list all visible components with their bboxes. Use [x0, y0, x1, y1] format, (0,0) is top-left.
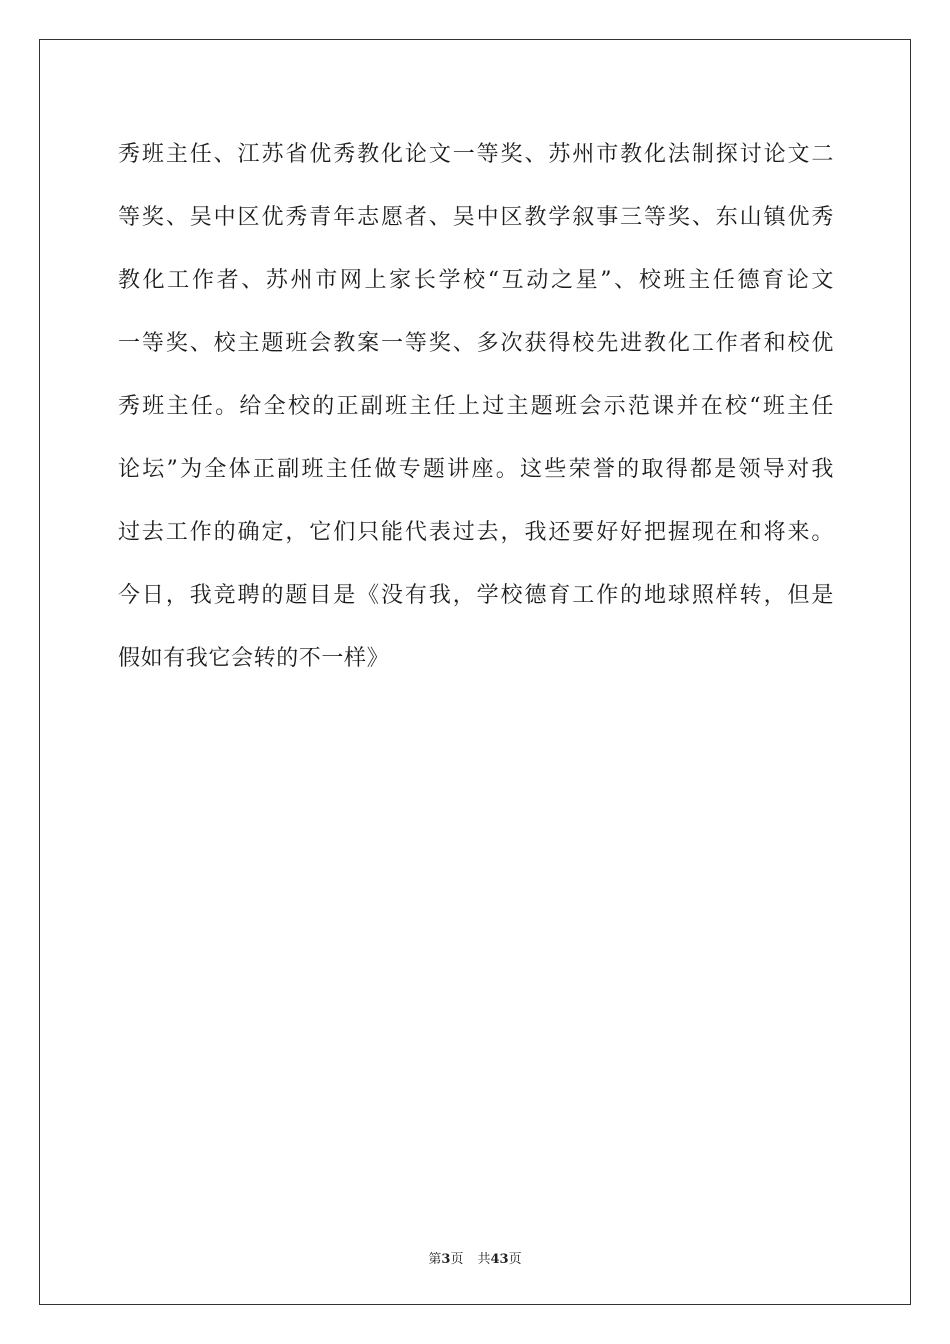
text-line-8: 今日，我竞聘的题目是《没有我，学校德育工作的地球照样转，但是	[118, 583, 834, 608]
page-footer	[0, 1248, 950, 1267]
text-line-6: 论坛”为全体正副班主任做专题讲座。这些荣誉的取得都是领导对我	[118, 457, 834, 482]
page-prefix: 第	[428, 1252, 442, 1267]
total-pages: 43	[490, 1252, 509, 1267]
text-line-3: 教化工作者、苏州市网上家长学校“互动之星”、校班主任德育论文	[118, 268, 834, 293]
text-line-9: 假如有我它会转的不一样》	[118, 646, 390, 671]
text-line-1: 秀班主任、江苏省优秀教化论文一等奖、苏州市教化法制探讨论文二	[118, 142, 834, 167]
total-suffix: 页	[508, 1252, 522, 1267]
page-number: 3	[441, 1252, 451, 1267]
text-line-2: 等奖、吴中区优秀青年志愿者、吴中区教学叙事三等奖、东山镇优秀	[118, 205, 834, 230]
document-body	[118, 123, 834, 690]
text-line-7: 过去工作的确定，它们只能代表过去，我还要好好把握现在和将来。	[118, 520, 834, 545]
page-suffix: 页	[450, 1252, 464, 1267]
text-line-4: 一等奖、校主题班会教案一等奖、多次获得校先进教化工作者和校优	[118, 331, 834, 356]
text-line-5: 秀班主任。给全校的正副班主任上过主题班会示范课并在校“班主任	[118, 394, 834, 419]
total-prefix: 共	[477, 1252, 491, 1267]
